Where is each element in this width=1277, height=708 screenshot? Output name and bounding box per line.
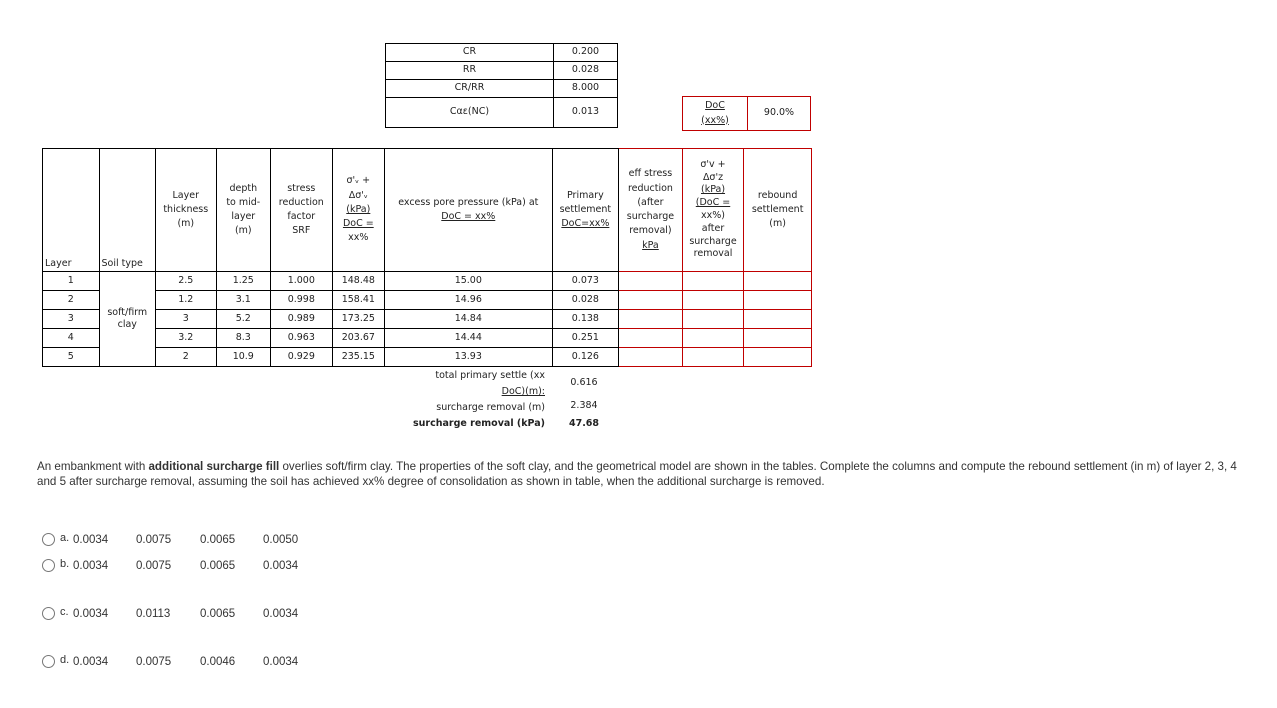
header-depth: depth to mid- layer (m) (216, 149, 270, 272)
cell-eff-stress[interactable] (619, 272, 683, 291)
option-c[interactable] (42, 606, 312, 624)
option-value: 0.0034 (263, 656, 299, 668)
surcharge-m-value: 2.384 (570, 400, 598, 411)
cell-depth: 10.9 (216, 348, 270, 367)
cell-rebound[interactable] (744, 348, 812, 367)
option-value: 0.0075 (136, 656, 172, 668)
cell-primary: 0.073 (552, 272, 619, 291)
option-d[interactable] (42, 654, 312, 672)
cell-thickness: 2.5 (156, 272, 217, 291)
cell-thickness: 3.2 (156, 329, 217, 348)
cell-primary: 0.251 (552, 329, 619, 348)
header-pore-pressure: excess pore pressure (kPa) at DoC = xx% (385, 149, 553, 272)
option-value: 0.0075 (136, 534, 172, 546)
radio-c[interactable] (42, 607, 55, 620)
cell-after-removal[interactable] (682, 291, 744, 310)
header-primary-settlement: Primary settlement DoC=xx% (552, 149, 619, 272)
cell-srf: 1.000 (271, 272, 333, 291)
cell-layer: 3 (43, 310, 100, 329)
cell-rebound[interactable] (744, 329, 812, 348)
cell-primary: 0.138 (552, 310, 619, 329)
cell-after-removal[interactable] (682, 329, 744, 348)
cell-srf: 0.963 (271, 329, 333, 348)
cell-pore: 13.93 (385, 348, 553, 367)
header-rebound: rebound settlement (m) (744, 149, 812, 272)
option-value: 0.0034 (73, 656, 109, 668)
param-value: 0.028 (554, 62, 618, 80)
cell-thickness: 1.2 (156, 291, 217, 310)
question-text: An embankment with additional surcharge fill overlies soft/firm clay. The properties of the soft clay, and the geometrical model are shown in the tables. Complete the columns and compute the rebound settlement (in m) of layer 2, 3, 4 and 5 after surcharge removal, assuming the soil has achieved xx% degree of consolidation as shown in table, when the additional surcharge is removed. (37, 460, 1237, 488)
option-letter: a. (60, 532, 70, 544)
option-value: 0.0065 (200, 608, 236, 620)
option-a[interactable] (42, 532, 312, 550)
cell-sigma: 173.25 (332, 310, 384, 329)
header-layer: Layer (43, 149, 100, 272)
option-value: 0.0050 (263, 534, 299, 546)
table-row (43, 310, 812, 329)
cell-eff-stress[interactable] (619, 310, 683, 329)
surcharge-kpa-value: 47.68 (568, 418, 600, 429)
param-row (386, 44, 618, 62)
total-settle-value: 0.616 (570, 377, 598, 388)
option-value: 0.0034 (73, 534, 109, 546)
cell-pore: 14.44 (385, 329, 553, 348)
table-row (43, 348, 812, 367)
param-row (386, 98, 618, 128)
table-row (43, 329, 812, 348)
header-sigma: σ'ᵥ + Δσ'ᵥ (kPa) DoC = xx% (332, 149, 384, 272)
cell-depth: 5.2 (216, 310, 270, 329)
option-value: 0.0113 (136, 608, 171, 620)
cell-depth: 1.25 (216, 272, 270, 291)
cell-sigma: 203.67 (332, 329, 384, 348)
param-value: 0.013 (554, 98, 618, 128)
cell-layer: 4 (43, 329, 100, 348)
cell-layer: 2 (43, 291, 100, 310)
radio-b[interactable] (42, 559, 55, 572)
cell-pore: 14.96 (385, 291, 553, 310)
cell-srf: 0.998 (271, 291, 333, 310)
cell-thickness: 3 (156, 310, 217, 329)
parameter-table (385, 43, 618, 128)
cell-depth: 8.3 (216, 329, 270, 348)
option-value: 0.0075 (136, 560, 172, 572)
option-value: 0.0046 (200, 656, 236, 668)
surcharge-m-label: surcharge removal (m) (436, 402, 545, 413)
option-b[interactable] (42, 558, 312, 576)
cell-srf: 0.989 (271, 310, 333, 329)
radio-d[interactable] (42, 655, 55, 668)
cell-primary: 0.126 (552, 348, 619, 367)
param-row (386, 80, 618, 98)
cell-sigma: 148.48 (332, 272, 384, 291)
header-after-removal: σ'v + Δσ'z (kPa) (DoC = xx%) after surcharge removal (682, 149, 744, 272)
param-row (386, 62, 618, 80)
cell-soil-type: soft/firm clay (99, 272, 156, 367)
cell-depth: 3.1 (216, 291, 270, 310)
cell-layer: 5 (43, 348, 100, 367)
param-label: RR (386, 62, 554, 80)
cell-after-removal[interactable] (682, 272, 744, 291)
option-letter: b. (60, 558, 70, 570)
surcharge-kpa-label: surcharge removal (kPa) (413, 418, 545, 429)
header-thickness: Layer thickness (m) (156, 149, 217, 272)
cell-after-removal[interactable] (682, 348, 744, 367)
doc-value: 90.0% (748, 97, 811, 131)
option-value: 0.0065 (200, 560, 236, 572)
cell-rebound[interactable] (744, 310, 812, 329)
param-value: 8.000 (554, 80, 618, 98)
layer-table (42, 148, 812, 367)
param-value: 0.200 (554, 44, 618, 62)
cell-eff-stress[interactable] (619, 348, 683, 367)
cell-thickness: 2 (156, 348, 217, 367)
header-srf: stress reduction factor SRF (271, 149, 333, 272)
cell-primary: 0.028 (552, 291, 619, 310)
cell-srf: 0.929 (271, 348, 333, 367)
param-label: CR/RR (386, 80, 554, 98)
cell-eff-stress[interactable] (619, 291, 683, 310)
param-label: Cαε(NC) (386, 98, 554, 128)
header-soil-type: Soil type (99, 149, 156, 272)
param-label: CR (386, 44, 554, 62)
header-eff-stress: eff stress reduction (after surcharge removal) kPa (619, 149, 683, 272)
cell-pore: 15.00 (385, 272, 553, 291)
cell-eff-stress[interactable] (619, 329, 683, 348)
radio-a[interactable] (42, 533, 55, 546)
cell-after-removal[interactable] (682, 310, 744, 329)
table-header-row (43, 149, 812, 272)
option-value: 0.0034 (73, 560, 109, 572)
table-row (43, 272, 812, 291)
doc-table (682, 96, 811, 131)
cell-sigma: 158.41 (332, 291, 384, 310)
option-value: 0.0034 (73, 608, 109, 620)
table-row (43, 291, 812, 310)
doc-label: DoC (xx%) (683, 97, 748, 131)
option-letter: d. (60, 654, 70, 666)
total-settle-label: total primary settle (xx DoC)(m): (435, 370, 545, 397)
option-value: 0.0034 (263, 560, 299, 572)
cell-sigma: 235.15 (332, 348, 384, 367)
cell-rebound[interactable] (744, 291, 812, 310)
cell-layer: 1 (43, 272, 100, 291)
cell-rebound[interactable] (744, 272, 812, 291)
cell-pore: 14.84 (385, 310, 553, 329)
option-value: 0.0065 (200, 534, 236, 546)
option-letter: c. (60, 606, 69, 618)
option-value: 0.0034 (263, 608, 299, 620)
